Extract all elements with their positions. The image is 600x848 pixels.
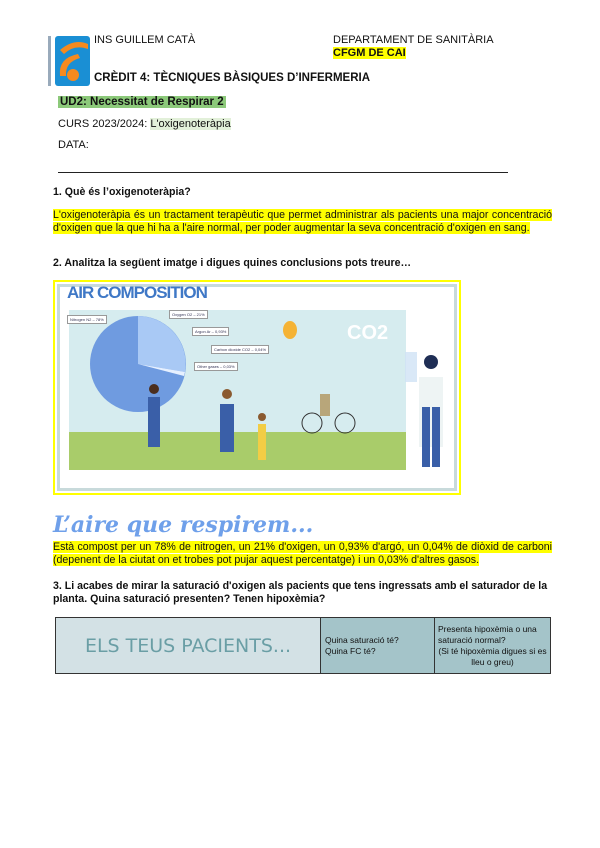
people-illustration bbox=[55, 282, 459, 493]
air-heading: L’aire que respirem... bbox=[53, 512, 314, 538]
pie-label-other: Other gases – 0,03% bbox=[194, 362, 238, 371]
course-cycle: CFGM DE CAI bbox=[333, 47, 406, 59]
department-name: DEPARTAMENT DE SANITÀRIA bbox=[333, 34, 494, 46]
patients-table-title: ELS TEUS PACIENTS... bbox=[56, 618, 321, 674]
illustration-title: AIR COMPOSITION bbox=[67, 283, 207, 302]
divider-line bbox=[58, 172, 508, 173]
hypoxemia-note: (Si té hipoxèmia digues si es lleu o greu) bbox=[438, 645, 547, 667]
pie-label-argon: Argon Ar – 0,93% bbox=[192, 327, 229, 336]
school-logo bbox=[48, 36, 90, 86]
air-paragraph-text: Està compost per un 78% de nitrogen, un 21% d'oxigen, un 0,93% d'argó, un 0,04% de diòxid de carboni (depenent de la ciutat on et trobes pot pujar aquest percentatge) i un 0,03% d'altres gasos. bbox=[53, 541, 552, 566]
date-label: DATA: bbox=[58, 139, 89, 151]
patients-table bbox=[55, 617, 551, 674]
hypoxemia-column-header bbox=[435, 618, 551, 674]
answer-1 bbox=[53, 209, 552, 235]
saturation-column-header: Quina saturació té? Quina FC té? bbox=[321, 618, 435, 674]
pie-label-co2: Carbon dioxide CO2 – 0,04% bbox=[211, 345, 269, 354]
course-line bbox=[58, 118, 231, 130]
question-1: 1. Què és l’oxigenoteràpia? bbox=[53, 186, 191, 198]
unit-title: UD2: Necessitat de Respirar 2 bbox=[60, 96, 224, 108]
co2-label: CO2 bbox=[347, 322, 389, 344]
school-name: INS GUILLEM CATÀ bbox=[94, 34, 196, 46]
course-label: CURS 2023/2024: bbox=[58, 118, 151, 130]
answer-1-text: L'oxigenoteràpia és un tractament terapèutic que permet administrar als pacients una major concentració d'oxigen que la que hi ha a l'aire normal, per poder augmentar la seva concentració d'oxigen en sang. bbox=[53, 209, 552, 234]
air-paragraph bbox=[53, 541, 552, 567]
credit-title: CRÈDIT 4: TÈCNIQUES BÀSIQUES D’INFERMERIA bbox=[94, 72, 371, 84]
question-2: 2. Analitza la següent imatge i digues quines conclusions pots treure… bbox=[53, 257, 412, 269]
question-3: 3. Li acabes de mirar la saturació d'oxigen als pacients que tens ingressats amb el saturador de la planta. Quina saturació presenten? Tenen hipoxèmia? bbox=[53, 580, 548, 605]
air-composition-image bbox=[53, 280, 461, 495]
course-topic: L'oxigenoteràpia bbox=[150, 118, 231, 130]
pie-label-nitrogen: Nitrogen N2 – 78% bbox=[67, 315, 107, 324]
hypoxemia-question: Presenta hipoxèmia o una saturació normal? bbox=[438, 623, 537, 645]
pie-label-oxygen: Oxygen O2 – 21% bbox=[169, 310, 208, 319]
